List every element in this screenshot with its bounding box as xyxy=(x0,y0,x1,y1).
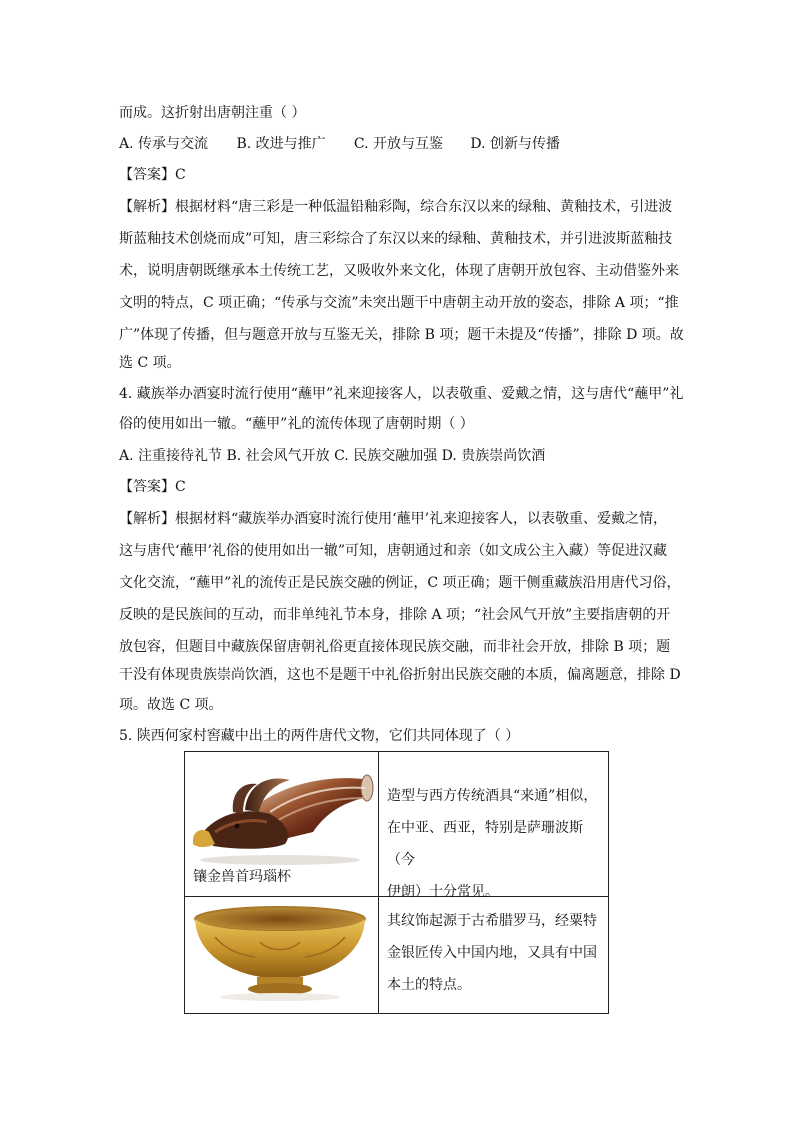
q4-stem-line: 4. 藏族举办酒宴时流行使用“蘸甲”礼来迎接客人，以表敬重、爱戴之情，这与唐代“蘸甲”礼 xyxy=(119,386,684,402)
q3-analysis-line: 【解析】根据材料“唐三彩是一种低温铅釉彩陶，综合东汉以来的绿釉、黄釉技术，引进波 xyxy=(119,199,673,215)
artifact-description xyxy=(387,905,607,1001)
gold-bowl-image xyxy=(185,897,378,1014)
q4-analysis-line: 这与唐代‘蘸甲’礼俗的使用如出一辙”可知，唐朝通过和亲（如文成公主入藏）等促进汉藏 xyxy=(119,543,668,559)
description-line: 在中亚、西亚，特别是萨珊波斯（今 xyxy=(387,820,583,868)
q4-analysis-line: 干没有体现贵族崇尚饮酒，这也不是题干中礼俗折射出民族交融的本质，偏离题意，排除 D xyxy=(119,667,681,683)
q3-option-b: B. 改进与推广 xyxy=(236,136,326,152)
q3-analysis-line: 斯蓝釉技术创烧而成”可知，唐三彩综合了东汉以来的绿釉、黄釉技术，并引进波斯蓝釉技 xyxy=(119,231,673,247)
description-line: 本土的特点。 xyxy=(387,977,471,993)
artifact-text-cell xyxy=(379,897,609,1014)
q3-stem-end: 而成。这折射出唐朝注重（ ） xyxy=(119,105,306,121)
q3-option-a: A. 传承与交流 xyxy=(119,136,209,152)
q4-options: A. 注重接待礼节 B. 社会风气开放 C. 民族交融加强 D. 贵族崇尚饮酒 xyxy=(119,448,546,464)
q4-answer: 【答案】C xyxy=(119,479,186,495)
q4-analysis-line: 文化交流，“蘸甲”礼的流传正是民族交融的例证，C 项正确；题干侧重藏族沿用唐代习俗， xyxy=(119,575,681,591)
q3-analysis-line: 文明的特点，C 项正确；“传承与交流”未突出题干中唐朝主动开放的姿态，排除 A 项；“推 xyxy=(119,295,679,311)
q3-answer: 【答案】C xyxy=(119,167,186,183)
artifact-table xyxy=(184,751,609,1014)
description-line: 其纹饰起源于古希腊罗马，经粟特 xyxy=(387,913,597,929)
description-line: 金银匠传入中国内地，又具有中国 xyxy=(387,945,597,961)
q4-analysis-line: 【解析】根据材料“藏族举办酒宴时流行使用‘蘸甲’礼来迎接客人，以表敬重、爱戴之情， xyxy=(119,511,668,527)
q4-analysis-line: 项。故选 C 项。 xyxy=(119,697,223,713)
q3-options xyxy=(119,134,560,154)
q3-analysis-line: 术，说明唐朝既继承本土传统工艺，又吸收外来文化，体现了唐朝开放包容、主动借鉴外来 xyxy=(119,263,679,279)
q3-analysis-line: 选 C 项。 xyxy=(119,355,181,371)
q4-analysis-line: 放包容，但题目中藏族保留唐朝礼俗更直接体现民族交融，而非社会开放，排除 B 项；题 xyxy=(119,639,671,655)
artifact-image-cell xyxy=(185,752,379,897)
table-row xyxy=(185,897,609,1014)
q5-stem: 5. 陕西何家村窖藏中出土的两件唐代文物，它们共同体现了（ ） xyxy=(119,728,520,744)
q3-option-c: C. 开放与互鉴 xyxy=(353,136,444,152)
q4-analysis-line: 反映的是民族间的互动，而非单纯礼节本身，排除 A 项；“社会风气开放”主要指唐朝的开 xyxy=(119,607,671,623)
q3-option-d: D. 创新与传播 xyxy=(470,136,560,152)
artifact-description xyxy=(387,780,607,908)
q3-analysis-line: 广”体现了传播，但与题意开放与互鉴无关，排除 B 项；题干未提及“传播”，排除 D 项。故 xyxy=(119,327,684,343)
artifact-text-cell xyxy=(379,752,609,900)
description-line: 造型与西方传统酒具“来通”相似， xyxy=(387,788,598,804)
description-line: 伊朗）十分常见。 xyxy=(387,884,499,900)
q4-stem-line: 俗的使用如出一辙。“蘸甲”礼的流传体现了唐朝时期（ ） xyxy=(119,416,474,432)
artifact-caption: 镶金兽首玛瑙杯 xyxy=(193,869,291,885)
table-row xyxy=(185,752,609,897)
artifact-image-cell xyxy=(185,897,379,1014)
